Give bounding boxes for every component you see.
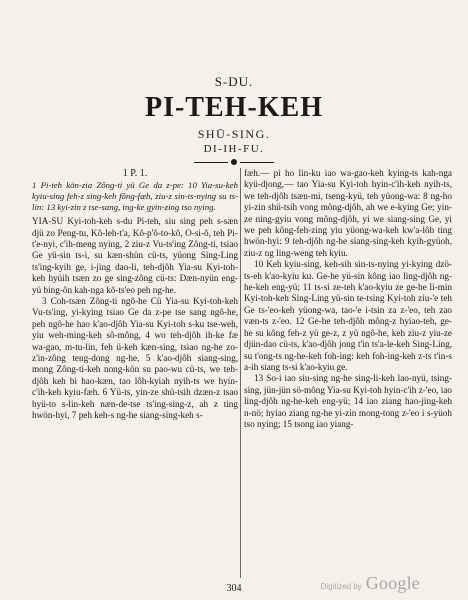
- running-head: S-DU.: [214, 74, 254, 89]
- page-number: 304: [226, 583, 242, 594]
- text-column-left: [32, 168, 238, 422]
- text-column-right: [244, 168, 452, 430]
- book-title: PI-TEH-KEH: [144, 92, 323, 123]
- chapter-summary: 1 Pi-teh kön-zia Zông-ti yü Ge da z-pe: 10 Yia-su-keh kyiu-sing feh-z sing-keh fông-fæh, ziu-z sin-ts-nying su ts-lin: 13 kyi-zin z tse-sang, ing-ke gyin-zing tso nying.: [32, 180, 238, 212]
- chapter-heading: 1 P. 1.: [122, 168, 148, 179]
- paragraph: 10 Keh kyiu-sing, keh-sih sin-ts-nying yi-kying dzö-ts-eh k'ao-kyiu ku. Ge-he yü-sin kông iao ling-djôh ng-he-keh eng-yü; 11 ts-si ze-teh k'ao-kyiu ze ge-he li-min Kyi-toh-keh Sing-Ling yü-sin te-tsing Kyi-toh ziu-'e teh Ge ts-'eo-keh yüong-wa, tao-'e i-tsin za z-'eo, teh zao væn-ts z-'eo. 12 Ge-he teh-djôh mông-z hyiao-teh, ge-he su kông feh-z yü ge-z, z yü ngô-he, keh ziu-z yiu-ze djün-dao cü-ts, k'ao-djôh jong t'in ts'a-le-keh Sing-Ling, su t'ong-ts ng-he-keh foh-ing: keh foh-ing-keh z-ts t'in-s a-ih siang ts-si k'ao-kyiu ge.: [244, 259, 452, 372]
- paragraph: YIA-SU Kyi-toh-keh s-du Pi-teh, siu sing peh s-sæn djü zo Peng-tu, Kô-leh-t'a, Kô-p'ô-to-kô, O-si-ô, teh Pi-t'e-nyi, c'ih-meng nying, 2 ziu-z Vu-ts'ing Zông-ti, tsiao Ge yü-sin ts-i, su kæn-shün cü-ts, yüong Sing-Ling ts'ing-kyih ge, i-jing dao-li, teh-djôh Yia-su Kyi-toh-keh hyüih tsæn zo ge sing-zông cü-ts: Dæn-nyün eng-yü bing-ôn kah-nga kô-ts'eo peh ng-he.: [32, 216, 238, 295]
- paragraph: fæh.— pi ho lin-ku iao wa-gao-keh kying-ts kah-nga kyü-djong,— tao Yia-su Kyi-toh hyin-c'ih-keh nyih-ts, we teh-djôh tsæn-mi, tseng-kyü, teh yüong-wa: 8 ng-ho yi-zin shü-tsih vong mông-djôh, ah we e-kying Ge; yin-ze ning-gyiu vong mông-djôh, yi we siang-sing Ge, yi we peh kông-feh-zing yiu yüong-wa-keh kw'a-lôh ting hwön-hyi: 9 teh-djôh ng-he siang-sing-keh kyih-gyüoh, ziu-z ng ling-weng teh kyiu.: [244, 168, 452, 258]
- title-ornament: [194, 159, 274, 167]
- watermark-caption: Digitized by: [320, 582, 362, 591]
- digitized-watermark: [320, 573, 420, 594]
- paragraph: 13 So-i iao siu-sing ng-he sing-li-keh lao-nyü, tsing-sing, jün-jün sö-mông Yia-su Kyi-toh hyin-c'ih z-'eo, iao ling-djôh ng-he-keh eng-yü; 14 iao ziang hao-jing-keh n-nö; hyiao ziang ng-he yi-zin mong-tong z-'eo i s-yüoh tso nying; 15 tsong iao yiang-: [244, 373, 452, 429]
- column-divider: [240, 168, 241, 578]
- book-subtitle-secondary: DI-IH-FU.: [203, 143, 265, 155]
- paragraph: 3 Coh-tsæn Zông-ti ngô-he Cü Yia-su Kyi-toh-keh Vu-ts'ing, yi-kying tsiao Ge da z-pe tse sang ngô-he, peh ngô-he hao k'ao-djôh Yia-su Kyi-toh s-ku tse-weh, yiu weh-ming-keh sô-mông, 4 wo teh-djôh ih-ke fæ wa-gao, m-tu-lin, feh ü-keh kæn-sing, tsiao ng-he zo-z'in-zông teng-dong ng-he, 5 k'ao-djôh siang-sing, mong Zông-ti-keh nong-kön su pao-wu cü-ts, we teh-djôh keh bi hao-kæn, tao lôh-kyiah nyih-ts we hyin-c'ih-keh kyiu-fæh. 6 Yü-ts, yin-ze shü-tsih dzæn-z tsao hyü-to s-lin-keh næn-de-tse ts'ing-sing-z, ah z ting hwön-hyi, 7 peh keh-s ng-he siang-sing-keh s-: [32, 296, 238, 421]
- google-logo: Google: [365, 573, 420, 593]
- book-subtitle: SHŪ-SING.: [197, 127, 271, 141]
